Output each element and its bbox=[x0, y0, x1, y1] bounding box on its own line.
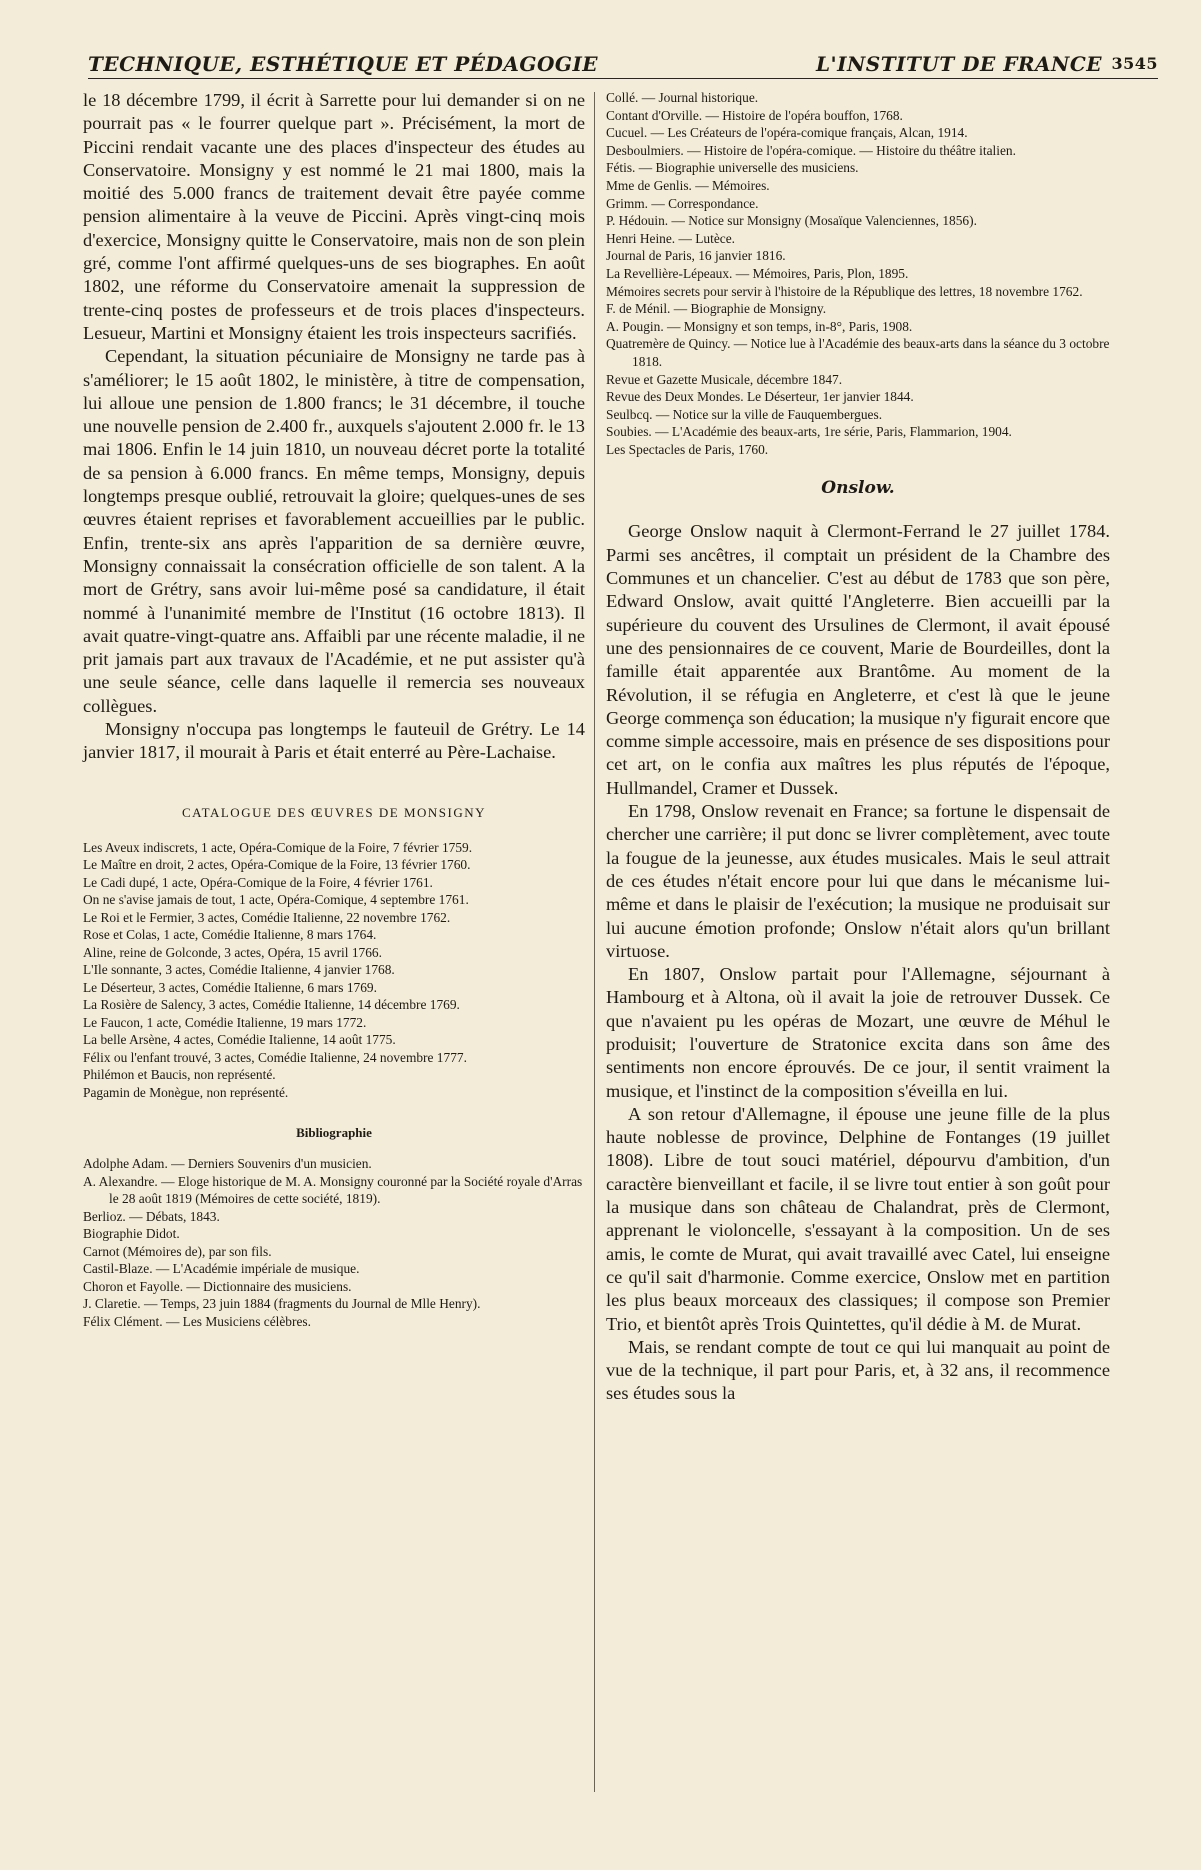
paragraph: George Onslow naquit à Clermont-Ferrand le 27 juillet 1784. Parmi ses ancêtres, il comptait un président de la Chambre des Communes et un chancelier. C'est au début de 1783 que son père, Edward Onslow, avait quitté l'Angleterre. Bien accueilli par la supérieure du couvent des Ursulines de Clermont, il avait épousé une des pensionnaires de ce couvent, Marie de Bourdeilles, dont la famille était apparentée aux Brantôme. Au moment de la Révolution, il se réfugia en Angleterre, et c'est là que le jeune George commença son éducation; la musique n'y figurait encore que comme simple accessoire, mais en présence de ses dispositions pour cet art, on le confia aux maîtres les plus réputés de l'époque, Hullmandel, Cramer et Dussek. bbox=[606, 521, 1110, 798]
left-column bbox=[83, 89, 585, 1330]
bibliography-item: Soubies. — L'Académie des beaux-arts, 1re série, Paris, Flammarion, 1904. bbox=[606, 424, 1012, 440]
bibliography-item: Contant d'Orville. — Histoire de l'opéra bouffon, 1768. bbox=[606, 107, 903, 123]
header-left-title: TECHNIQUE, ESTHÉTIQUE ET PÉDAGOGIE bbox=[88, 52, 599, 76]
paragraph: Mais, se rendant compte de tout ce qui lui manquait au point de vue de la technique, il part pour Paris, et, à 32 ans, il recommence ses études sous la bbox=[606, 1336, 1110, 1404]
bibliography-item: F. de Ménil. — Biographie de Monsigny. bbox=[606, 301, 827, 317]
column-divider bbox=[594, 92, 595, 1792]
bibliography-item: Adolphe Adam. — Derniers Souvenirs d'un musicien. bbox=[83, 1156, 372, 1172]
bibliography-item: Revue et Gazette Musicale, décembre 1847. bbox=[606, 371, 843, 387]
catalogue-item: L'Ile sonnante, 3 actes, Comédie Italienne, 4 janvier 1768. bbox=[83, 962, 395, 978]
catalogue-item: Les Aveux indiscrets, 1 acte, Opéra-Comique de la Foire, 7 février 1759. bbox=[83, 839, 473, 855]
catalogue-item: Philémon et Baucis, non représenté. bbox=[83, 1067, 276, 1083]
bibliography-item: Grimm. — Correspondance. bbox=[606, 195, 759, 211]
catalogue-item: Le Cadi dupé, 1 acte, Opéra-Comique de la Foire, 4 février 1761. bbox=[83, 874, 433, 890]
bibliography-list-right bbox=[606, 89, 1110, 458]
page-number: 3545 bbox=[1111, 54, 1158, 73]
paragraph: le 18 décembre 1799, il écrit à Sarrette pour lui demander si on ne pourrait pas « le fourrer quelque part ». Précisément, la mort de Piccini rendait vacante une des places d'inspecteur des études au Conservatoire. Monsigny y est nommé le 21 mai 1800, mais la moitié des 5.000 francs de traitement devait être payée comme pension alimentaire à la veuve de Piccini. Après vingt-cinq mois d'exercice, Monsigny quitte le Conservatoire, mais non de son plein gré, comme l'ont affirmé quelques-uns de ses biographes. En août 1802, une réforme du Conservatoire amenait la suppression de trente-cinq postes de professeurs et de trois places d'inspecteurs. Lesueur, Martini et Monsigny étaient les trois inspecteurs sacrifiés. bbox=[83, 90, 585, 343]
paragraph: En 1798, Onslow revenait en France; sa fortune le dispensait de chercher une carrière; il put donc se livrer complètement, avec toute la fougue de la jeunesse, aux études musicales. Mais le seul attrait de ces études n'était encore pour lui que dans le mécanisme lui-même et dans le plaisir de l'exécution; la musique ne produisait sur lui aucune émotion profonde; Onslow n'était alors qu'un brillant virtuose. bbox=[606, 801, 1110, 961]
paragraph: Cependant, la situation pécuniaire de Monsigny ne tarde pas à s'améliorer; le 15 août 1802, le ministère, à titre de compensation, lui alloue une pension de 1.800 francs; le 31 décembre, il touche une nouvelle pension de 2.400 fr., auxquels s'ajoutent 2.000 fr. le 13 mai 1806. Enfin le 14 juin 1810, un nouveau décret porte la totalité de sa pension à 6.000 francs. En même temps, Monsigny, depuis longtemps presque oublié, retrouvait la gloire; quelques-unes de ses œuvres étaient reprises et favorablement accueillies par le public. Enfin, trente-six ans après l'apparition de sa dernière œuvre, Monsigny connaissait la consécration officielle de son talent. A la mort de Grétry, sans avoir lui-même posé sa candidature, il était nommé à l'unanimité membre de l'Institut (16 octobre 1813). Il avait quatre-vingt-quatre ans. Affaibli par une récente maladie, il ne prit jamais part aux travaux de l'Académie, et ne put assister qu'à une seule séance, celle dans laquelle il remercia ses nouveaux collègues. bbox=[83, 346, 585, 716]
catalogue-item: On ne s'avise jamais de tout, 1 acte, Opéra-Comique, 4 septembre 1761. bbox=[83, 892, 469, 908]
bibliography-item: P. Hédouin. — Notice sur Monsigny (Mosaïque Valenciennes, 1856). bbox=[606, 213, 977, 229]
bibliography-item: Revue des Deux Mondes. Le Déserteur, 1er janvier 1844. bbox=[606, 389, 914, 405]
catalogue-title: CATALOGUE DES ŒUVRES DE MONSIGNY bbox=[181, 804, 487, 820]
catalogue-item: Aline, reine de Golconde, 3 actes, Opéra, 15 avril 1766. bbox=[83, 944, 382, 960]
bibliography-item: Desboulmiers. — Histoire de l'opéra-comique. — Histoire du théâtre italien. bbox=[606, 142, 1016, 158]
catalogue-item: Le Maître en droit, 2 actes, Opéra-Comique de la Foire, 13 février 1760. bbox=[83, 857, 471, 873]
bibliography-item: Choron et Fayolle. — Dictionnaire des musiciens. bbox=[83, 1278, 352, 1294]
bibliography-item: Biographie Didot. bbox=[83, 1226, 180, 1242]
catalogue-item: Rose et Colas, 1 acte, Comédie Italienne, 8 mars 1764. bbox=[83, 927, 377, 943]
bibliography-item: A. Pougin. — Monsigny et son temps, in-8°, Paris, 1908. bbox=[606, 318, 913, 334]
bibliography-item: Journal de Paris, 16 janvier 1816. bbox=[606, 248, 786, 264]
section-heading-onslow: Onslow. bbox=[821, 478, 895, 499]
bibliography-item: Mémoires secrets pour servir à l'histoire de la République des lettres, 18 novembre 1762. bbox=[606, 283, 1083, 299]
right-column bbox=[606, 89, 1110, 1406]
bibliography-item: Berlioz. — Débats, 1843. bbox=[83, 1208, 220, 1224]
catalogue-item: Félix ou l'enfant trouvé, 3 actes, Comédie Italienne, 24 novembre 1777. bbox=[83, 1049, 467, 1065]
bibliography-item: Cucuel. — Les Créateurs de l'opéra-comique français, Alcan, 1914. bbox=[606, 125, 968, 141]
bibliography-item: Collé. — Journal historique. bbox=[606, 90, 759, 105]
catalogue-item: Pagamin de Monègue, non représenté. bbox=[83, 1084, 289, 1100]
bibliography-item: Félix Clément. — Les Musiciens célèbres. bbox=[83, 1313, 311, 1329]
paragraph: En 1807, Onslow partait pour l'Allemagne, séjournant à Hambourg et à Altona, où il avait la joie de retrouver Dussek. Ce que n'avaient pu les opéras de Mozart, une œuvre de Méhul le produisit; l'ouverture de Stratonice excita dans son âme des sentiments non encore éprouvés. De ce jour, il sentit vraiment la musique, et l'instinct de la composition s'éveilla en lui. bbox=[606, 964, 1110, 1101]
bibliography-item: J. Claretie. — Temps, 23 juin 1884 (fragments du Journal de Mlle Henry). bbox=[83, 1296, 481, 1312]
bibliography-item: Mme de Genlis. — Mémoires. bbox=[606, 177, 770, 193]
catalogue-item: Le Déserteur, 3 actes, Comédie Italienne, 6 mars 1769. bbox=[83, 979, 377, 995]
catalogue-item: La belle Arsène, 4 actes, Comédie Italienne, 14 août 1775. bbox=[83, 1032, 396, 1048]
bibliography-item: La Revellière-Lépeaux. — Mémoires, Paris, Plon, 1895. bbox=[606, 265, 909, 281]
bibliography-item: A. Alexandre. — Eloge historique de M. A. Monsigny couronné par la Société royale d'Arras le 28 août 1819 (Mémoires de cette société, 1819). bbox=[83, 1173, 583, 1207]
bibliography-item: Fétis. — Biographie universelle des musiciens. bbox=[606, 160, 859, 176]
catalogue-item: La Rosière de Salency, 3 actes, Comédie Italienne, 14 décembre 1769. bbox=[83, 997, 460, 1013]
bibliography-item: Seulbcq. — Notice sur la ville de Fauquembergues. bbox=[606, 406, 883, 422]
paragraph: Monsigny n'occupa pas longtemps le fauteuil de Grétry. Le 14 janvier 1817, il mourait à Paris et était enterré au Père-Lachaise. bbox=[83, 719, 585, 763]
bibliography-item: Les Spectacles de Paris, 1760. bbox=[606, 441, 769, 457]
bibliography-item: Castil-Blaze. — L'Académie impériale de musique. bbox=[83, 1261, 360, 1277]
bibliography-item: Carnot (Mémoires de), par son fils. bbox=[83, 1243, 272, 1259]
paragraph: A son retour d'Allemagne, il épouse une jeune fille de la plus haute noblesse de province, Delphine de Fontanges (19 juillet 1808). Libre de tout souci matériel, dépourvu d'ambition, d'un caractère bienveillant et facile, il se livre tout entier à son goût pour la musique dans son château de Chalandrat, près de Clermont, apprenant le violoncelle, s'essayant à la composition. Un de ses amis, le comte de Murat, qui avait travaillé avec Catel, lui enseigne ce qu'il sait d'harmonie. Comme exercice, Onslow met en partition les plus beaux morceaux des classiques; il compose son Premier Trio, et bientôt après Trois Quintettes, qu'il dédie à M. de Murat. bbox=[606, 1103, 1110, 1334]
bibliography-item: Quatremère de Quincy. — Notice lue à l'Académie des beaux-arts dans la séance du 3 octobre 1818. bbox=[606, 336, 1110, 369]
bibliography-title: Bibliographie bbox=[296, 1125, 372, 1141]
running-header bbox=[88, 52, 1158, 79]
header-right-title: L'INSTITUT DE FRANCE bbox=[815, 52, 1102, 76]
catalogue-item: Le Faucon, 1 acte, Comédie Italienne, 19 mars 1772. bbox=[83, 1014, 367, 1030]
bibliography-item: Henri Heine. — Lutèce. bbox=[606, 230, 736, 246]
bibliography-list-left bbox=[83, 1155, 585, 1330]
catalogue-item: Le Roi et le Fermier, 3 actes, Comédie Italienne, 22 novembre 1762. bbox=[83, 909, 451, 925]
catalogue-list bbox=[83, 839, 585, 1102]
